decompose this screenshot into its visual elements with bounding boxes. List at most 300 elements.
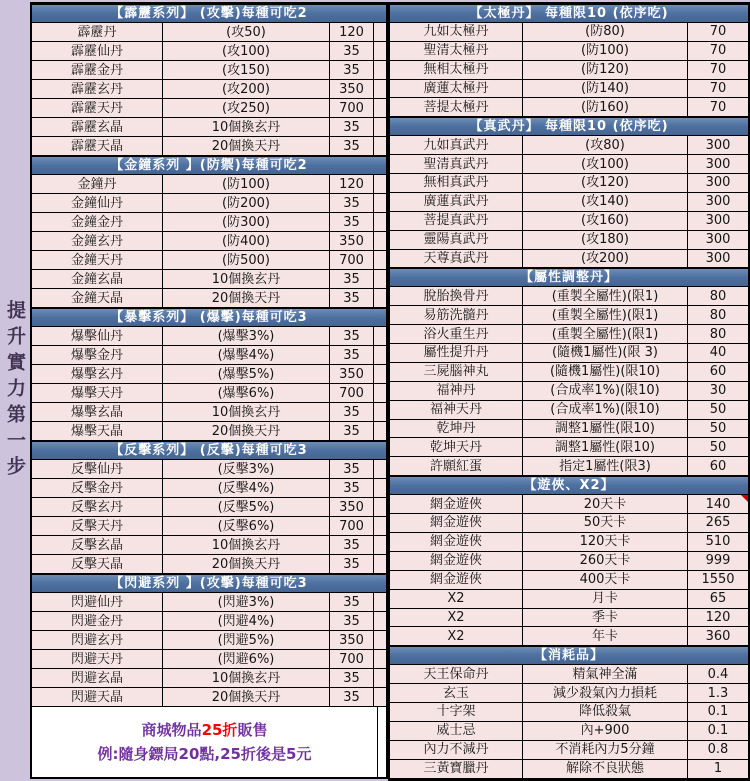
item-name-cell: 脫胎換骨丹 — [390, 287, 523, 305]
item-effect-cell: (攻100) — [163, 42, 330, 60]
empty-pad-cell — [374, 232, 386, 250]
empty-pad-cell — [374, 23, 386, 41]
item-name-cell: 網金遊俠 — [390, 514, 523, 532]
item-effect-cell: (防200) — [163, 194, 330, 212]
item-price-cell: 35 — [330, 669, 374, 687]
item-price-cell: 300 — [688, 212, 748, 230]
item-price-cell: 60 — [688, 363, 748, 381]
empty-pad-cell — [374, 422, 386, 440]
table-row — [390, 514, 748, 533]
item-name-cell: 霹靂天晶 — [32, 137, 163, 155]
item-effect-cell: 10個換玄丹 — [163, 403, 330, 421]
item-name-cell: 易筋洗髓丹 — [390, 306, 523, 324]
item-price-cell: 700 — [330, 99, 374, 117]
item-effect-cell: (隨機1屬性)(限10) — [523, 363, 688, 381]
table-row — [32, 631, 386, 650]
item-name-cell: 金鐘天丹 — [32, 251, 163, 269]
table-row — [32, 460, 386, 479]
table-row — [32, 422, 386, 441]
item-name-cell: 玄玉 — [390, 684, 523, 702]
item-name-cell: 三黃寶臘丹 — [390, 760, 523, 778]
item-price-cell: 300 — [688, 250, 748, 268]
item-effect-cell: (反擊5%) — [163, 498, 330, 516]
table-row — [390, 325, 748, 344]
item-price-cell: 80 — [688, 287, 748, 305]
discount-note-line1-pre: 商城物品 — [141, 720, 202, 739]
empty-pad-cell — [374, 536, 386, 554]
item-name-cell: 霹靂天丹 — [32, 99, 163, 117]
item-effect-cell: (攻50) — [163, 23, 330, 41]
empty-pad-cell — [374, 251, 386, 269]
item-price-cell: 35 — [330, 194, 374, 212]
item-name-cell: 閃避玄晶 — [32, 669, 163, 687]
item-effect-cell: 年卡 — [523, 627, 688, 645]
item-price-cell: 350 — [330, 631, 374, 649]
section-header-label: 【反擊系列】 (反擊)每種可吃3 — [32, 442, 386, 459]
item-effect-cell: 調整1屬性(限10) — [523, 438, 688, 456]
item-effect-cell: (攻140) — [523, 193, 688, 211]
item-effect-cell: 指定1屬性(限3) — [523, 457, 688, 475]
table-row — [32, 137, 386, 156]
item-effect-cell: (攻120) — [523, 174, 688, 192]
item-effect-cell: (攻80) — [523, 136, 688, 154]
item-effect-cell: (閃避6%) — [163, 650, 330, 668]
item-price-cell: 300 — [688, 174, 748, 192]
table-row — [390, 193, 748, 212]
item-price-cell: 35 — [330, 137, 374, 155]
item-name-cell: 金鐘玄晶 — [32, 270, 163, 288]
empty-pad-cell — [374, 650, 386, 668]
item-price-cell: 1550 — [688, 571, 748, 589]
item-name-cell: 菩提太極丹 — [390, 98, 523, 116]
item-name-cell: 網金遊俠 — [390, 552, 523, 570]
section-header-row — [32, 574, 386, 593]
table-row — [390, 401, 748, 420]
item-name-cell: 霹靂金丹 — [32, 61, 163, 79]
empty-pad-cell — [374, 517, 386, 535]
left-price-table — [30, 2, 388, 779]
item-price-cell: 1 — [688, 760, 748, 778]
table-row — [390, 98, 748, 117]
item-effect-cell: 50天卡 — [523, 514, 688, 532]
table-row — [32, 669, 386, 688]
table-row — [32, 650, 386, 669]
table-row — [390, 438, 748, 457]
item-effect-cell: (爆擊3%) — [163, 327, 330, 345]
table-row — [32, 327, 386, 346]
item-name-cell: 閃避金丹 — [32, 612, 163, 630]
item-effect-cell: (重製全屬性)(限1) — [523, 287, 688, 305]
item-effect-cell: 20天卡 — [523, 495, 688, 513]
item-effect-cell: (攻250) — [163, 99, 330, 117]
table-row — [390, 155, 748, 174]
item-effect-cell: (隨機1屬性)(限 3) — [523, 344, 688, 362]
item-name-cell: 十字架 — [390, 703, 523, 721]
sidebar — [0, 0, 30, 781]
item-price-cell: 700 — [330, 517, 374, 535]
item-effect-cell: 20個換天丹 — [163, 137, 330, 155]
discount-note-highlight: 25折 — [201, 720, 238, 739]
table-row — [32, 23, 386, 42]
table-row — [390, 250, 748, 269]
item-effect-cell: (反擊4%) — [163, 479, 330, 497]
item-name-cell: 爆擊玄晶 — [32, 403, 163, 421]
item-name-cell: 反擊天丹 — [32, 517, 163, 535]
item-name-cell: 網金遊俠 — [390, 533, 523, 551]
item-effect-cell: 20個換天丹 — [163, 289, 330, 307]
section-header-label: 【霹靂系列】 (攻擊)每種可吃2 — [32, 5, 386, 22]
item-name-cell: 浴火重生丹 — [390, 325, 523, 343]
item-name-cell: 無相真武丹 — [390, 174, 523, 192]
item-effect-cell: (攻200) — [163, 80, 330, 98]
item-name-cell: 金鐘玄丹 — [32, 232, 163, 250]
right-table-rows — [390, 4, 748, 779]
table-row — [32, 232, 386, 251]
table-row — [390, 80, 748, 99]
table-row — [390, 61, 748, 80]
item-price-cell: 70 — [688, 61, 748, 79]
item-name-cell: 九如太極丹 — [390, 23, 523, 41]
item-price-cell: 35 — [330, 118, 374, 136]
table-row — [32, 479, 386, 498]
empty-pad-cell — [374, 593, 386, 611]
table-row — [390, 665, 748, 684]
item-effect-cell: 20個換天丹 — [163, 422, 330, 440]
item-name-cell: 反擊金丹 — [32, 479, 163, 497]
empty-pad-cell — [374, 118, 386, 136]
section-header-row — [32, 156, 386, 175]
discount-note-line1 — [142, 720, 268, 741]
item-effect-cell: (重製全屬性)(限1) — [523, 325, 688, 343]
item-name-cell: 靈陽真武丹 — [390, 231, 523, 249]
table-row — [390, 363, 748, 382]
item-effect-cell: (爆擊5%) — [163, 365, 330, 383]
item-effect-cell: (防500) — [163, 251, 330, 269]
table-row — [32, 536, 386, 555]
footer-spacer-cell — [378, 707, 386, 777]
table-row — [32, 365, 386, 384]
section-header-label: 【金鐘系列 】(防禦)每種可吃2 — [32, 157, 386, 174]
item-price-cell: 140 — [688, 495, 748, 513]
table-row — [32, 118, 386, 137]
item-price-cell: 700 — [330, 650, 374, 668]
item-price-cell: 50 — [688, 401, 748, 419]
table-row — [32, 251, 386, 270]
table-row — [32, 593, 386, 612]
table-row — [32, 80, 386, 99]
table-row — [32, 498, 386, 517]
item-name-cell: 屬性提升丹 — [390, 344, 523, 362]
section-header-row — [390, 476, 748, 495]
section-header-row — [390, 646, 748, 665]
section-header-row — [390, 4, 748, 23]
empty-pad-cell — [374, 80, 386, 98]
section-header-label: 【閃避系列 】(攻擊)每種可吃3 — [32, 575, 386, 592]
item-name-cell: 聖清真武丹 — [390, 155, 523, 173]
table-row — [390, 590, 748, 609]
item-price-cell: 70 — [688, 98, 748, 116]
item-price-cell: 35 — [330, 289, 374, 307]
item-price-cell: 120 — [330, 23, 374, 41]
item-effect-cell: 10個換玄丹 — [163, 270, 330, 288]
section-header-label: 【消耗品】 — [390, 647, 748, 664]
item-name-cell: 菩提真武丹 — [390, 212, 523, 230]
item-price-cell: 350 — [330, 365, 374, 383]
table-row — [32, 42, 386, 61]
table-row — [390, 495, 748, 514]
table-row — [32, 555, 386, 574]
item-price-cell: 50 — [688, 420, 748, 438]
table-row — [390, 684, 748, 703]
table-row — [390, 571, 748, 590]
item-name-cell: 天王保命丹 — [390, 665, 523, 683]
item-effect-cell: (爆擊4%) — [163, 346, 330, 364]
item-name-cell: 反擊玄丹 — [32, 498, 163, 516]
item-price-cell: 510 — [688, 533, 748, 551]
item-effect-cell: 解除不良狀態 — [523, 760, 688, 778]
discount-note-line2: 例:隨身鏢局20點,25折後是5元 — [97, 744, 312, 763]
item-name-cell: 反擊仙丹 — [32, 460, 163, 478]
item-effect-cell: (防140) — [523, 80, 688, 98]
item-name-cell: 廣蓮太極丹 — [390, 80, 523, 98]
table-row — [390, 42, 748, 61]
item-name-cell: 乾坤丹 — [390, 420, 523, 438]
table-row — [32, 175, 386, 194]
item-price-cell: 350 — [330, 498, 374, 516]
item-name-cell: 爆擊仙丹 — [32, 327, 163, 345]
right-price-table — [388, 2, 750, 781]
empty-pad-cell — [374, 270, 386, 288]
item-name-cell: 廣蓮真武丹 — [390, 193, 523, 211]
table-row — [32, 517, 386, 536]
item-effect-cell: (攻160) — [523, 212, 688, 230]
section-header-row — [390, 268, 748, 287]
item-price-cell: 350 — [330, 232, 374, 250]
item-effect-cell: 月卡 — [523, 590, 688, 608]
empty-pad-cell — [374, 555, 386, 573]
item-price-cell: 35 — [330, 61, 374, 79]
item-effect-cell: 不消耗內力5分鐘 — [523, 741, 688, 759]
item-name-cell: 霹靂仙丹 — [32, 42, 163, 60]
item-effect-cell: 季卡 — [523, 609, 688, 627]
item-effect-cell: 400天卡 — [523, 571, 688, 589]
empty-pad-cell — [374, 346, 386, 364]
discount-note-line1-post: 販售 — [237, 720, 268, 739]
item-name-cell: 閃避天晶 — [32, 688, 163, 706]
item-name-cell: X2 — [390, 627, 523, 645]
item-price-cell: 0.1 — [688, 703, 748, 721]
empty-pad-cell — [374, 384, 386, 402]
table-row — [32, 289, 386, 308]
table-row — [32, 612, 386, 631]
item-effect-cell: (防80) — [523, 23, 688, 41]
item-effect-cell: 精氣神全滿 — [523, 665, 688, 683]
table-row — [390, 231, 748, 250]
item-effect-cell: (閃避3%) — [163, 593, 330, 611]
section-header-label: 【真武丹】 每種限10 (依序吃) — [390, 118, 748, 135]
section-header-row — [32, 4, 386, 23]
item-effect-cell: (攻150) — [163, 61, 330, 79]
table-row — [32, 384, 386, 403]
item-price-cell: 35 — [330, 555, 374, 573]
empty-pad-cell — [374, 327, 386, 345]
item-name-cell: 霹靂玄晶 — [32, 118, 163, 136]
item-price-cell: 300 — [688, 136, 748, 154]
item-effect-cell: 260天卡 — [523, 552, 688, 570]
table-row — [390, 533, 748, 552]
item-name-cell: 網金遊俠 — [390, 495, 523, 513]
item-price-cell: 70 — [688, 23, 748, 41]
empty-pad-cell — [374, 365, 386, 383]
table-row — [390, 344, 748, 363]
table-row — [390, 552, 748, 571]
item-name-cell: 爆擊天丹 — [32, 384, 163, 402]
left-table-rows — [32, 4, 386, 707]
empty-pad-cell — [374, 460, 386, 478]
item-effect-cell: (防100) — [163, 175, 330, 193]
section-header-row — [32, 308, 386, 327]
item-price-cell: 35 — [330, 422, 374, 440]
item-name-cell: X2 — [390, 590, 523, 608]
item-name-cell: 聖清太極丹 — [390, 42, 523, 60]
empty-pad-cell — [374, 688, 386, 706]
item-effect-cell: 10個換玄丹 — [163, 118, 330, 136]
item-price-cell: 35 — [330, 327, 374, 345]
empty-pad-cell — [374, 631, 386, 649]
item-effect-cell: 調整1屬性(限10) — [523, 420, 688, 438]
item-name-cell: 爆擊玄丹 — [32, 365, 163, 383]
item-price-cell: 35 — [330, 460, 374, 478]
item-price-cell: 265 — [688, 514, 748, 532]
item-price-cell: 35 — [330, 42, 374, 60]
item-effect-cell: (防160) — [523, 98, 688, 116]
table-row — [390, 420, 748, 439]
item-name-cell: 三屍腦神丸 — [390, 363, 523, 381]
item-name-cell: 天尊真武丹 — [390, 250, 523, 268]
item-effect-cell: (防100) — [523, 42, 688, 60]
item-effect-cell: 降低殺氣 — [523, 703, 688, 721]
item-effect-cell: (防300) — [163, 213, 330, 231]
empty-pad-cell — [374, 479, 386, 497]
table-row — [390, 457, 748, 476]
item-effect-cell: 減少殺氣內力損耗 — [523, 684, 688, 702]
comment-marker-icon — [741, 495, 748, 502]
empty-pad-cell — [374, 612, 386, 630]
table-row — [390, 382, 748, 401]
item-price-cell: 70 — [688, 42, 748, 60]
item-price-cell: 65 — [688, 590, 748, 608]
empty-pad-cell — [374, 669, 386, 687]
empty-pad-cell — [374, 137, 386, 155]
item-effect-cell: (攻100) — [523, 155, 688, 173]
item-name-cell: 反擊天晶 — [32, 555, 163, 573]
empty-pad-cell — [374, 289, 386, 307]
table-row — [390, 174, 748, 193]
item-name-cell: 金鐘天晶 — [32, 289, 163, 307]
section-header-label: 【暴擊系列】 (爆擊)每種可吃3 — [32, 309, 386, 326]
item-effect-cell: (攻180) — [523, 231, 688, 249]
empty-pad-cell — [374, 175, 386, 193]
item-price-cell: 0.1 — [688, 722, 748, 740]
item-effect-cell: (爆擊6%) — [163, 384, 330, 402]
item-name-cell: 乾坤天丹 — [390, 438, 523, 456]
item-price-cell: 0.8 — [688, 741, 748, 759]
item-effect-cell: (閃避5%) — [163, 631, 330, 649]
item-name-cell: 福神丹 — [390, 382, 523, 400]
item-price-cell: 70 — [688, 80, 748, 98]
item-price-cell: 50 — [688, 438, 748, 456]
item-price-cell: 350 — [330, 80, 374, 98]
section-header-label: 【屬性調整丹】 — [390, 269, 748, 286]
item-price-cell: 0.4 — [688, 665, 748, 683]
item-name-cell: 網金遊俠 — [390, 571, 523, 589]
item-name-cell: 內力不減丹 — [390, 741, 523, 759]
item-effect-cell: (攻200) — [523, 250, 688, 268]
item-name-cell: 閃避玄丹 — [32, 631, 163, 649]
item-price-cell: 360 — [688, 627, 748, 645]
item-name-cell: 金鐘金丹 — [32, 213, 163, 231]
item-price-cell: 300 — [688, 231, 748, 249]
item-name-cell: 爆擊天晶 — [32, 422, 163, 440]
empty-pad-cell — [374, 194, 386, 212]
item-price-cell: 60 — [688, 457, 748, 475]
item-price-cell: 35 — [330, 270, 374, 288]
table-row — [390, 136, 748, 155]
item-name-cell: 許願紅蛋 — [390, 457, 523, 475]
empty-pad-cell — [374, 99, 386, 117]
empty-pad-cell — [374, 403, 386, 421]
item-name-cell: 金鐘仙丹 — [32, 194, 163, 212]
item-price-cell: 35 — [330, 593, 374, 611]
item-price-cell: 35 — [330, 213, 374, 231]
table-row — [390, 760, 748, 779]
item-name-cell: 九如真武丹 — [390, 136, 523, 154]
table-row — [390, 212, 748, 231]
table-row — [32, 213, 386, 232]
table-row — [32, 270, 386, 289]
item-effect-cell: 120天卡 — [523, 533, 688, 551]
empty-pad-cell — [374, 42, 386, 60]
item-price-cell: 120 — [688, 609, 748, 627]
item-effect-cell: (反擊3%) — [163, 460, 330, 478]
item-name-cell: 金鐘丹 — [32, 175, 163, 193]
item-effect-cell: 20個換天丹 — [163, 555, 330, 573]
table-row — [390, 287, 748, 306]
item-effect-cell: (防120) — [523, 61, 688, 79]
item-price-cell: 999 — [688, 552, 748, 570]
item-effect-cell: (反擊6%) — [163, 517, 330, 535]
item-price-cell: 35 — [330, 536, 374, 554]
item-name-cell: 爆擊金丹 — [32, 346, 163, 364]
empty-pad-cell — [374, 498, 386, 516]
item-price-cell: 1.3 — [688, 684, 748, 702]
item-effect-cell: (重製全屬性)(限1) — [523, 306, 688, 324]
empty-pad-cell — [374, 61, 386, 79]
item-effect-cell: 10個換玄丹 — [163, 669, 330, 687]
item-price-cell: 700 — [330, 384, 374, 402]
item-price-cell: 35 — [330, 346, 374, 364]
item-name-cell: 霹靂丹 — [32, 23, 163, 41]
item-effect-cell: (合成率1%)(限10) — [523, 401, 688, 419]
item-name-cell: 閃避天丹 — [32, 650, 163, 668]
item-price-cell: 700 — [330, 251, 374, 269]
table-row — [390, 703, 748, 722]
item-effect-cell: 10個換玄丹 — [163, 536, 330, 554]
item-effect-cell: 內+900 — [523, 722, 688, 740]
section-header-row — [390, 117, 748, 136]
table-row — [32, 194, 386, 213]
table-row — [390, 741, 748, 760]
